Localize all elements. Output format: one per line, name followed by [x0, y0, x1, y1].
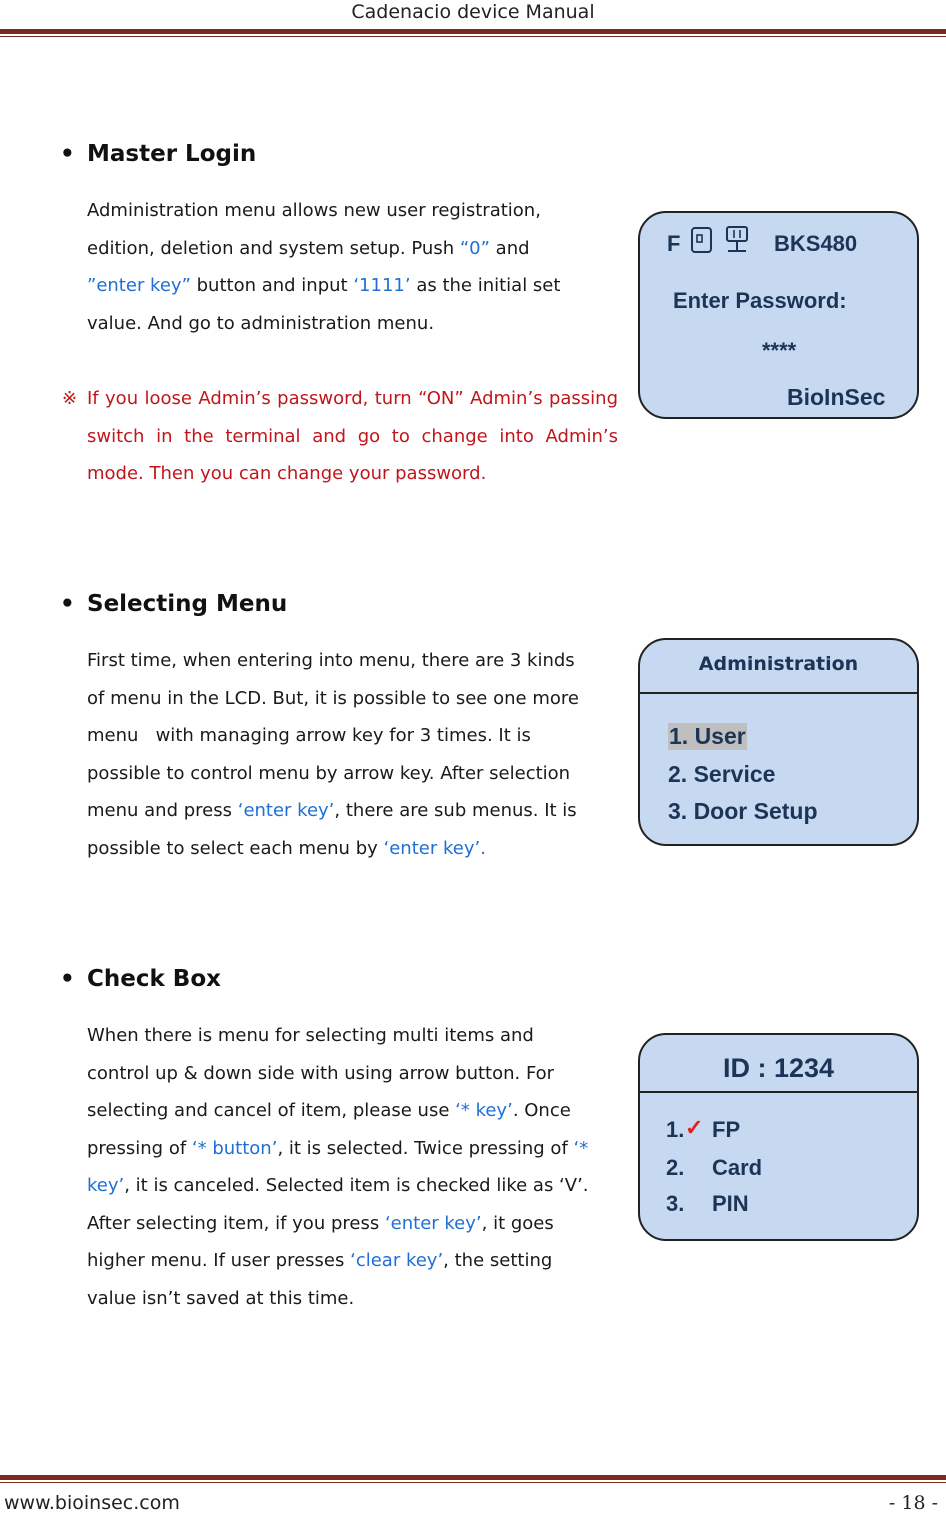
lcd-administration-screen [638, 638, 919, 846]
lcd-model: BKS480 [774, 231, 858, 256]
footer-rule [0, 1475, 946, 1480]
lcd-divider [640, 692, 917, 694]
lcd-menu-item-door-setup: 3. Door Setup [668, 798, 818, 824]
paragraph-line: key’, it is canceled. Selected item is checked like as ‘V’. [87, 1175, 589, 1196]
master-login-paragraph [87, 192, 617, 342]
section-title-selecting-menu: • Selecting Menu [60, 591, 288, 617]
admin-password-note [62, 380, 618, 493]
lcd-menu-item-service: 2. Service [668, 761, 776, 787]
lcd-item-label-card: Card [712, 1155, 763, 1180]
lcd-admin-title: Administration [698, 653, 859, 675]
paragraph-line: control up & down side with using arrow button. For [87, 1062, 555, 1084]
page-header-title: Cadenacio device Manual [351, 1, 595, 23]
paragraph-line: value. And go to administration menu. [87, 312, 435, 334]
paragraph-line: When there is menu for selecting multi items and [87, 1025, 534, 1046]
paragraph-line: edition, deletion and system setup. Push “0” and [87, 237, 530, 259]
paragraph-line: First time, when entering into menu, there are 3 kinds [87, 650, 575, 671]
page-number: - 18 - [888, 1492, 938, 1514]
selecting-menu-paragraph [87, 642, 617, 867]
paragraph-line: value isn’t saved at this time. [87, 1287, 355, 1309]
footer-rule-thin [0, 1482, 946, 1483]
check-box-paragraph [87, 1017, 617, 1317]
lcd-password-prompt: Enter Password: [673, 288, 847, 313]
lcd-item-number: 3. [666, 1191, 685, 1216]
fingerprint-card-icons [690, 225, 754, 257]
section-title-master-login: • Master Login [60, 141, 257, 167]
lcd-divider [640, 1091, 917, 1093]
paragraph-line: After selecting item, if you press ‘enter key’, it goes [87, 1212, 554, 1234]
paragraph-line: possible to select each menu by ‘enter key’. [87, 837, 486, 859]
header-rule-thin [0, 36, 946, 37]
note-mark: ※ [62, 388, 78, 409]
lcd-masked-password: **** [762, 338, 797, 363]
lcd-brand: BioInSec [787, 384, 886, 410]
lcd-item-number: 1. [666, 1117, 685, 1142]
lcd-item-label-pin: PIN [712, 1191, 749, 1216]
check-mark-icon: ✓ [685, 1115, 704, 1140]
lcd-f-label: F [667, 231, 681, 256]
header-rule [0, 29, 946, 34]
paragraph-line: of menu in the LCD. But, it is possible to see one more [87, 687, 579, 709]
lcd-password-screen [638, 211, 919, 419]
paragraph-line: Administration menu allows new user registration, [87, 200, 541, 221]
note-text: If you loose Admin’s password, turn “ON” Admin’s passing switch in the terminal and go to change into Admin’s mode. Then you can change your password. [87, 388, 618, 484]
paragraph-line: pressing of ‘* button’, it is selected. Twice pressing of ‘* [87, 1137, 589, 1159]
paragraph-line: selecting and cancel of item, please use ‘* key’. Once [87, 1100, 571, 1121]
lcd-menu-item-user: 1. User [669, 723, 746, 749]
paragraph-line: possible to control menu by arrow key. After selection [87, 762, 571, 784]
paragraph-line: menu with managing arrow key for 3 times. It is [87, 725, 531, 746]
paragraph-line: ”enter key” button and input ‘1111’ as the initial set [87, 275, 561, 296]
footer-website: www.bioinsec.com [4, 1492, 180, 1514]
lcd-check-box-screen [638, 1033, 919, 1241]
paragraph-line: menu and press ‘enter key’, there are sub menus. It is [87, 800, 577, 821]
lcd-item-number: 2. [666, 1155, 685, 1180]
section-title-check-box: • Check Box [60, 966, 221, 992]
lcd-item-label-fp: FP [712, 1117, 741, 1142]
lcd-id-title: ID : 1234 [722, 1053, 835, 1083]
paragraph-line: higher menu. If user presses ‘clear key’, the setting [87, 1250, 553, 1271]
